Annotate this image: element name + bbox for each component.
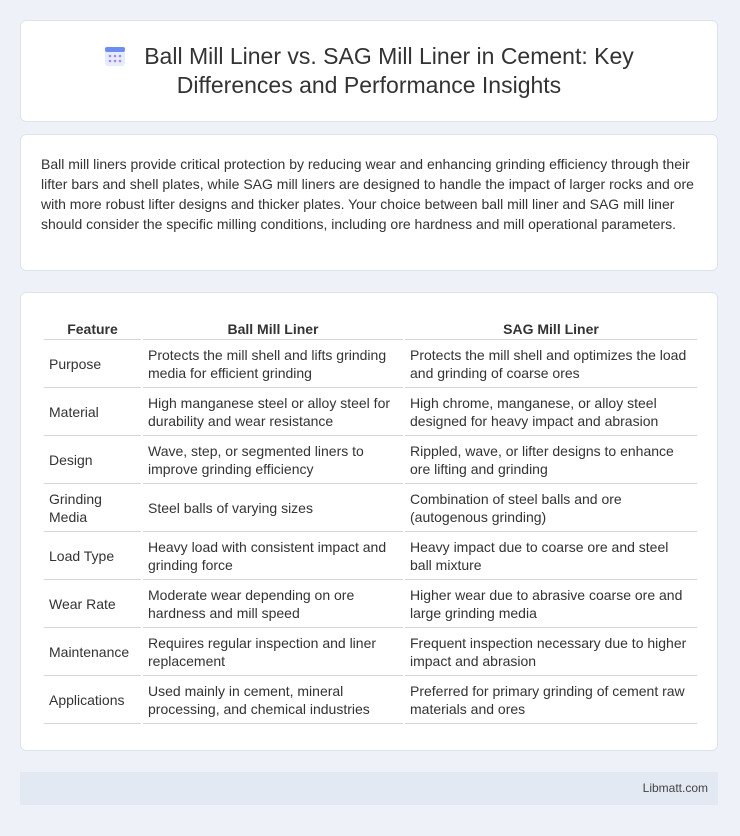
title-card [20, 20, 718, 122]
feature-cell: Purpose [44, 340, 141, 388]
feature-cell: Material [44, 388, 141, 436]
table-row [44, 484, 697, 532]
comparison-table [42, 313, 699, 724]
sag-mill-cell: Heavy impact due to coarse ore and steel ball mixture [405, 532, 697, 580]
page-title-wrap [61, 42, 677, 100]
ball-mill-cell: High manganese steel or alloy steel for durability and wear resistance [143, 388, 403, 436]
table-row [44, 532, 697, 580]
table-row [44, 628, 697, 676]
calendar-icon [104, 45, 126, 67]
ball-mill-cell: Moderate wear depending on ore hardness and mill speed [143, 580, 403, 628]
sag-mill-cell: High chrome, manganese, or alloy steel designed for heavy impact and abrasion [405, 388, 697, 436]
feature-cell: Load Type [44, 532, 141, 580]
comparison-card [20, 292, 718, 751]
footer-site-link[interactable]: Libmatt.com [642, 781, 708, 795]
table-row [44, 580, 697, 628]
sag-mill-cell: Preferred for primary grinding of cement raw materials and ores [405, 676, 697, 724]
intro-paragraph: Ball mill liners provide critical protection by reducing wear and enhancing grinding efficiency through their lifter bars and shell plates, while SAG mill liners are designed to handle the impact of larger rocks and ore with more robust lifter designs and thicker plates. Your choice between ball mill liner and SAG mill liner should consider the specific milling conditions, including ore hardness and mill operational parameters. [41, 156, 694, 232]
header-sag-mill-liner: SAG Mill Liner [405, 313, 697, 340]
table-row [44, 388, 697, 436]
sag-mill-cell: Frequent inspection necessary due to higher impact and abrasion [405, 628, 697, 676]
intro-card [20, 134, 718, 271]
ball-mill-cell: Wave, step, or segmented liners to improve grinding efficiency [143, 436, 403, 484]
feature-cell: Applications [44, 676, 141, 724]
feature-cell: Wear Rate [44, 580, 141, 628]
sag-mill-cell: Combination of steel balls and ore (autogenous grinding) [405, 484, 697, 532]
page-title: Ball Mill Liner vs. SAG Mill Liner in Cement: Key Differences and Performance Insights [144, 43, 634, 98]
sag-mill-cell: Protects the mill shell and optimizes the load and grinding of coarse ores [405, 340, 697, 388]
table-row [44, 676, 697, 724]
footer [20, 772, 718, 805]
sag-mill-cell: Higher wear due to abrasive coarse ore and large grinding media [405, 580, 697, 628]
table-row [44, 436, 697, 484]
ball-mill-cell: Protects the mill shell and lifts grinding media for efficient grinding [143, 340, 403, 388]
feature-cell: Design [44, 436, 141, 484]
table-row [44, 340, 697, 388]
ball-mill-cell: Used mainly in cement, mineral processing, and chemical industries [143, 676, 403, 724]
feature-cell: Grinding Media [44, 484, 141, 532]
table-header-row [44, 313, 697, 340]
ball-mill-cell: Steel balls of varying sizes [143, 484, 403, 532]
feature-cell: Maintenance [44, 628, 141, 676]
ball-mill-cell: Heavy load with consistent impact and grinding force [143, 532, 403, 580]
ball-mill-cell: Requires regular inspection and liner replacement [143, 628, 403, 676]
sag-mill-cell: Rippled, wave, or lifter designs to enhance ore lifting and grinding [405, 436, 697, 484]
header-feature: Feature [44, 313, 141, 340]
header-ball-mill-liner: Ball Mill Liner [143, 313, 403, 340]
